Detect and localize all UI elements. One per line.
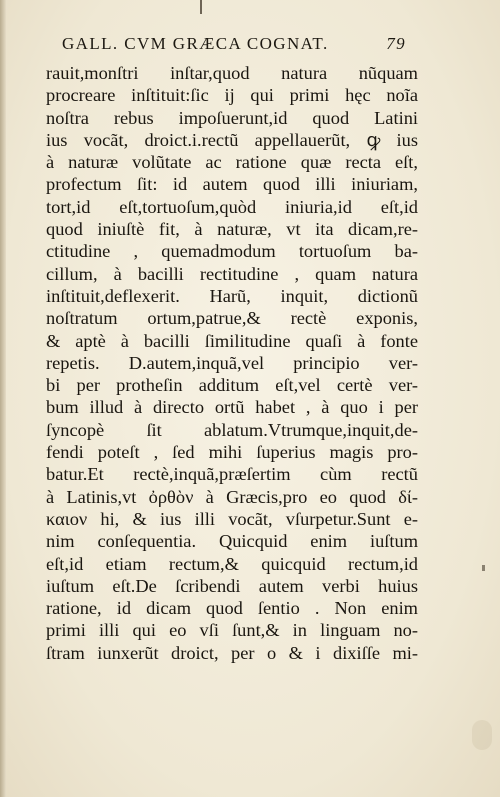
text-line: à Latinis,vt ὀρθὸν à Græcis,pro eo quod δί- <box>46 486 418 507</box>
paper-stain <box>472 720 492 750</box>
text-line: rauit,monſtri inſtar,quod natura nũquam <box>46 63 418 83</box>
text-line: procreare inſtituit:ſic ij qui primi hęc noĩa <box>46 85 418 106</box>
page-gutter-shadow <box>0 0 6 797</box>
text-line: inſtituit,deflexerit. Harũ, inquit, dictionũ <box>46 285 418 306</box>
text-line: cillum, à bacilli rectitudine , quam natura <box>46 263 418 284</box>
page-number: 79 <box>386 34 406 53</box>
text-line: repetis. D.autem,inquã,vel principio ver- <box>46 352 418 373</box>
text-line: fendi poteſt , ſed mihi ſuperius magis pro- <box>46 442 418 463</box>
text-line: noſtra rebus impoſuerunt,id quod Latini <box>46 107 418 128</box>
text-line: batur.Et rectè,inquã,præſertim cùm rectũ <box>46 464 418 485</box>
text-line: ſyncopè ſit ablatum.Vtrumque,inquit,de- <box>46 419 418 440</box>
text-line: ratione, id dicam quod ſentio . Non enim <box>46 598 418 619</box>
text-line: iuſtum eſt.De ſcribendi autem verbi huius <box>46 575 418 596</box>
text-line: quod iniuſtè fit, à naturæ, vt ita dicam,re- <box>46 219 418 240</box>
text-line: ctitudine , quemadmodum tortuoſum ba- <box>46 241 418 262</box>
top-ink-mark <box>200 0 202 14</box>
text-line: tort,id eſt,tortuoſum,quòd iniuria,id eſt,id <box>46 196 418 217</box>
text-line: bi per protheſin additum eſt,vel certè ver- <box>46 375 418 396</box>
text-line: profectum ſit: id autem quod illi iniuriam, <box>46 174 418 195</box>
running-title: GALL. CVM GRÆCA COGNAT. <box>62 34 329 53</box>
margin-ink-mark <box>482 565 485 571</box>
text-line: καιον hi, & ius illi vocãt, vſurpetur.Sunt e- <box>46 508 418 529</box>
body-text <box>46 62 418 664</box>
text-line: nim conſequentia. Quicquid enim iuſtum <box>46 531 418 552</box>
running-header <box>62 34 406 60</box>
text-line: primi illi qui eo vſi ſunt,& in linguam no- <box>46 620 418 641</box>
text-line: à naturæ volũtate ac ratione quæ recta eſt, <box>46 152 418 173</box>
text-line: ius vocãt, droict.i.rectũ appellauerũt, ꝙ ius <box>46 129 418 150</box>
text-line: eſt,id etiam rectum,& quicquid rectum,id <box>46 553 418 574</box>
text-line: & aptè à bacilli ſimilitudine quaſi à fonte <box>46 330 418 351</box>
text-line: noſtratum ortum,patrue,& rectè exponis, <box>46 308 418 329</box>
text-line: ſtram iunxerũt droict, per o & i dixiſſe mi- <box>46 642 418 663</box>
text-line: bum illud à directo ortũ habet , à quo i per <box>46 397 418 418</box>
